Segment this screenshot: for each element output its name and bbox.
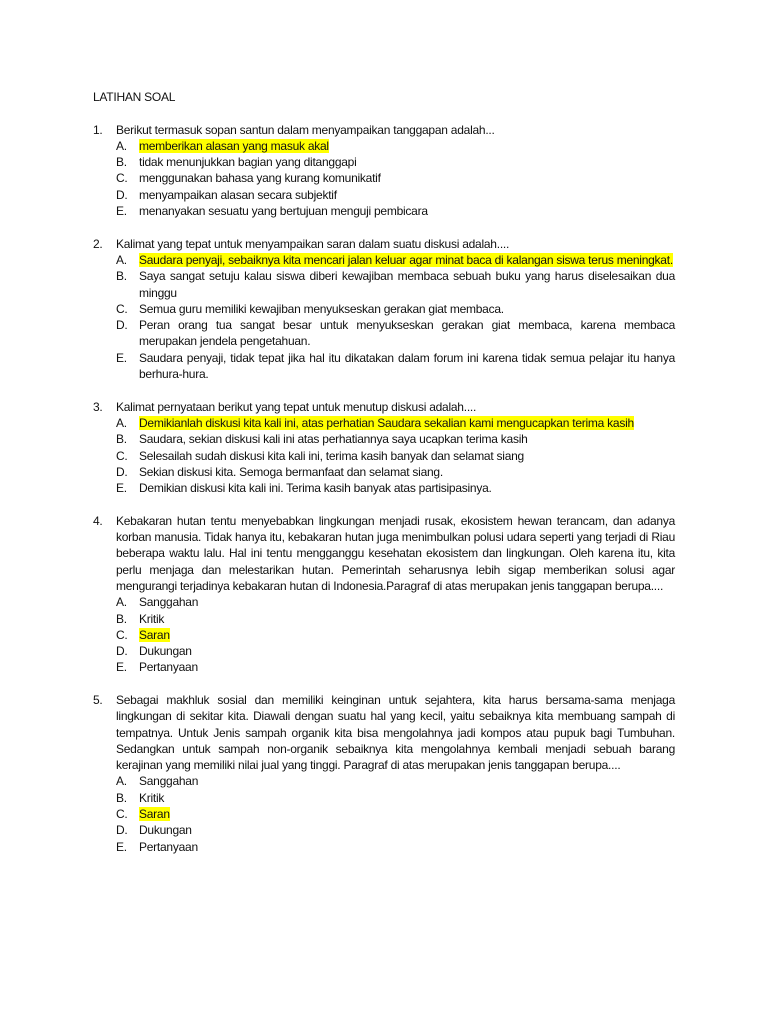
option-letter: C. [116,627,128,642]
option-text: Saudara penyaji, tidak tepat jika hal itu dikatakan dalam forum ini karena tidak semua pelajar itu hanya berhura-hura. [139,350,675,382]
question-number: 1. [93,122,103,137]
option-letter: B. [116,269,127,284]
option-letter: B. [116,432,127,447]
answer-option [116,611,675,627]
answer-option [116,301,675,317]
answer-option [116,415,675,431]
option-letter: A. [116,774,127,789]
option-text: Kritik [139,611,165,626]
option-letter: C. [116,448,128,463]
question-text: Kalimat yang tepat untuk menyampaikan saran dalam suatu diskusi adalah.... [116,236,510,251]
answer-option [116,643,675,659]
option-letter: E. [116,481,127,496]
answer-option [116,252,675,268]
option-letter: A. [116,595,127,610]
answer-option [116,627,675,643]
question-4 [93,513,675,676]
option-text: Peran orang tua sangat besar untuk menyukseskan gerakan giat membaca, karena membaca merupakan jendela pengetahuan. [139,318,675,349]
option-letter: E. [116,204,127,219]
option-letter: D. [116,318,128,333]
option-letter: E. [116,350,127,365]
question-text: Berikut termasuk sopan santun dalam menyampaikan tanggapan adalah... [116,122,495,137]
answer-option [116,203,675,219]
option-letter: A. [116,138,127,153]
option-letter: B. [116,611,127,626]
option-text: Dukungan [139,823,192,838]
answer-option [116,806,675,822]
option-letter: C. [116,807,128,822]
option-text: Kritik [139,790,165,805]
question-number: 4. [93,513,103,528]
answer-option [116,839,675,855]
question-number: 5. [93,692,103,707]
answer-option [116,480,675,496]
option-letter: D. [116,464,128,479]
question-text: Sebagai makhluk sosial dan memiliki keinginan untuk sejahtera, kita harus bersama-sama menjaga lingkungan di sekitar kita. Diawali dengan suatu hal yang kecil, yaitu sebaiknya kita membuang sampah di tempatnya. Untuk Jenis sampah organik kita bisa mengolahnya jadi kompos atau pupuk bagi Tumbuhan. Sedangkan untuk sampah non-organik sebaiknya kita mengolahnya kembali menjadi sebuah barang kerajinan yang memiliki nilai jual yang tinggi. Paragraf di atas merupakan jenis tanggapan berupa.... [116,692,675,773]
question-number: 3. [93,399,103,414]
answer-option [116,138,675,154]
answer-option [116,317,675,350]
highlighted-answer-text: memberikan alasan yang masuk akal [139,138,329,153]
option-text: Sanggahan [139,774,199,789]
answer-option [116,448,675,464]
question-text: Kalimat pernyataan berikut yang tepat untuk menutup diskusi adalah.... [116,399,477,414]
answer-option [116,773,675,789]
highlighted-answer-text: Saran [139,807,170,822]
option-text: Saya sangat setuju kalau siswa diberi kewajiban membaca sebuah buku yang harus diselesaikan dua minggu [139,269,675,300]
option-letter: A. [116,415,127,430]
answer-option [116,187,675,203]
option-text: menggunakan bahasa yang kurang komunikatif [139,171,381,186]
answer-option [116,790,675,806]
option-letter: D. [116,823,128,838]
document-page [93,89,675,855]
option-text: menanyakan sesuatu yang bertujuan menguji pembicara [139,204,428,219]
question-3 [93,399,675,497]
answer-option [116,154,675,170]
highlighted-answer-text: Saudara penyaji, sebaiknya kita mencari jalan keluar agar minat baca di kalangan siswa terus meningkat. [139,252,673,267]
answer-option [116,268,675,301]
question-2 [93,236,675,383]
option-text: Saudara, sekian diskusi kali ini atas perhatiannya saya ucapkan terima kasih [139,432,528,447]
highlighted-answer-text: Saran [139,627,170,642]
option-letter: B. [116,155,127,170]
option-letter: E. [116,660,127,675]
answer-option [116,350,675,383]
option-letter: A. [116,252,127,267]
option-text: Demikian diskusi kita kali ini. Terima kasih banyak atas partisipasinya. [139,481,492,496]
option-text: Selesailah sudah diskusi kita kali ini, terima kasih banyak dan selamat siang [139,448,524,463]
option-text: Pertanyaan [139,839,198,854]
option-letter: E. [116,839,127,854]
option-text: Sekian diskusi kita. Semoga bermanfaat dan selamat siang. [139,464,443,479]
answer-option [116,659,675,675]
answer-option [116,594,675,610]
question-list [93,122,675,855]
question-number: 2. [93,236,103,251]
highlighted-answer-text: Demikianlah diskusi kita kali ini, atas perhatian Saudara sekalian kami mengucapkan terima kasih [139,415,634,430]
option-letter: D. [116,644,128,659]
option-letter: C. [116,301,128,316]
option-text: menyampaikan alasan secara subjektif [139,187,337,202]
option-letter: B. [116,790,127,805]
question-1 [93,122,675,220]
option-letter: D. [116,187,128,202]
answer-option [116,170,675,186]
option-text: Pertanyaan [139,660,198,675]
option-text: Dukungan [139,644,192,659]
document-title: LATIHAN SOAL [93,90,176,104]
question-5 [93,692,675,855]
answer-option [116,822,675,838]
answer-option [116,464,675,480]
option-text: Sanggahan [139,595,199,610]
option-text: Semua guru memiliki kewajiban menyukseskan gerakan giat membaca. [139,301,504,316]
option-letter: C. [116,171,128,186]
option-text: tidak menunjukkan bagian yang ditanggapi [139,155,357,170]
answer-option [116,431,675,447]
question-text: Kebakaran hutan tentu menyebabkan lingkungan menjadi rusak, ekosistem hewan terancam, dan adanya korban manusia. Tidak hanya itu, kebakaran hutan juga menimbulkan polusi udara seperti yang terjadi di Riau beberapa waktu lalu. Hal ini tentu mengganggu kesehatan ekosistem dan lingkungan. Oleh karena itu, kita perlu menjaga dan melestarikan hutan. Pemerintah seharusnya lebih sigap memberikan solusi agar mengurangi terjadinya kebakaran hutan di Indonesia.Paragraf di atas merupakan jenis tanggapan berupa.... [116,513,675,593]
